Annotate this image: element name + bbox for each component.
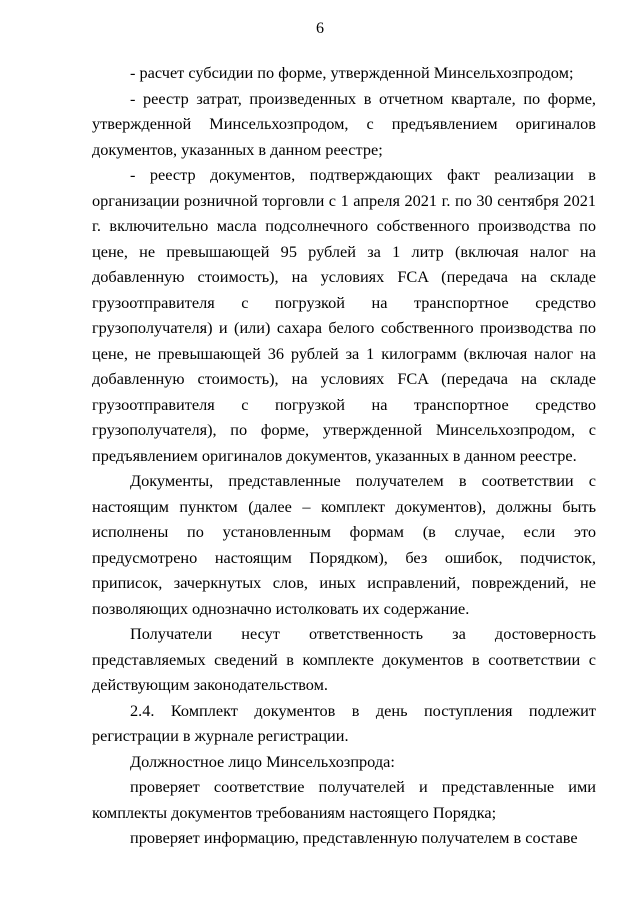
paragraph-registration: 2.4. Комплект документов в день поступления подлежит регистрации в журнале регистрации. — [92, 700, 596, 745]
page-number: 6 — [316, 20, 324, 37]
paragraph-subsidy-calculation: - расчет субсидии по форме, утвержденной Минсельхозпродом; — [130, 63, 574, 82]
paragraph-sales-register: - реестр документов, подтверждающих факт реализации в организации розничной торговли с 1 апреля 2021 г. по 30 сентября 2021 г. включительно масла подсолнечного собственного производства по цене, не превышающей 95 рублей за 1 литр (включая налог на добавленную стоимость), на условиях FCA (передача на складе грузоотправителя с погрузкой на транспортное средство грузополучателя) и (или) сахара белого собственного производства по цене, не превышающей 36 рублей за 1 килограмм (включая налог на добавленную стоимость), на условиях FCA (передача на складе грузоотправителя с погрузкой на транспортное средство грузополучателя), по форме, утвержденной Минсельхозпродом, с предъявлением оригиналов документов, указанных в данном реестре. — [92, 165, 596, 465]
paragraph-official: Должностное лицо Минсельхозпрода: — [130, 751, 395, 771]
paragraph-cost-register: - реестр затрат, произведенных в отчетном квартале, по форме, утвержденной Минсельхозпродом, с предъявлением оригиналов документов, указанных в данном реестре; — [92, 88, 596, 159]
paragraph-document-requirements: Документы, представленные получателем в соответствии с настоящим пунктом (далее – комплект документов), должны быть исполнены по установленным формам (в случае, если это предусмотрено настоящим Порядком), без ошибок, подчисток, приписок, зачеркнутых слов, иных исправлений, повреждений, не позволяющих однозначно истолковать их содержание. — [92, 471, 596, 618]
document-body — [92, 60, 596, 851]
paragraph-information-check: проверяет информацию, представленную получателем в составе — [130, 828, 578, 847]
paragraph-compliance-check: проверяет соответствие получателей и представленные ими комплекты документов требованиям настоящего Порядка; — [92, 777, 596, 822]
paragraph-recipient-responsibility: Получатели несут ответственность за достоверность представляемых сведений в комплекте документов в соответствии с действующим законодательством. — [92, 624, 596, 694]
